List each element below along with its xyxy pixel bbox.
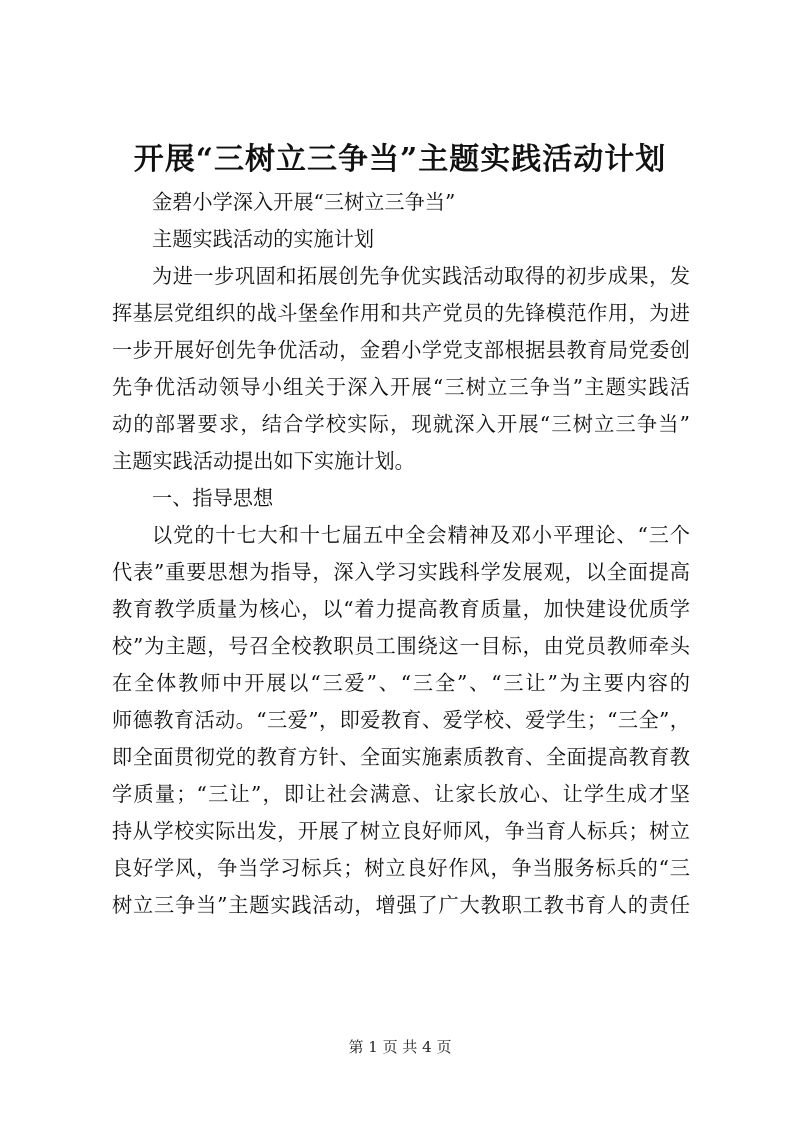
- document-title: 开展“三树立三争当”主题实践活动计划: [133, 142, 667, 177]
- subtitle-line-2: 主题实践活动的实施计划: [152, 227, 375, 251]
- paragraph-line: 树立三争当”主题实践活动，增强了广大教职工教书育人的责任: [112, 893, 690, 917]
- paragraph-line: 即全面贯彻党的教育方针、全面实施素质教育、全面提高教育教: [112, 745, 690, 769]
- paragraph-line: 先争优活动领导小组关于深入开展“三树立三争当”主题实践活: [112, 375, 690, 399]
- paragraph-line: 一步开展好创先争优活动，金碧小学党支部根据县教育局党委创: [112, 338, 690, 362]
- page-footer: 第 1 页 共 4 页: [348, 1038, 452, 1056]
- paragraph-line: 校”为主题，号召全校教职员工围绕这一目标，由党员教师牵头: [112, 634, 690, 658]
- paragraph-line: 动的部署要求，结合学校实际，现就深入开展“三树立三争当”: [112, 412, 690, 436]
- paragraph-line: 为进一步巩固和拓展创先争优实践活动取得的初步成果，发: [152, 264, 690, 288]
- paragraph-line: 持从学校实际出发，开展了树立良好师风，争当育人标兵；树立: [112, 819, 690, 843]
- paragraph-line: 教育教学质量为核心，以“着力提高教育质量，加快建设优质学: [112, 597, 690, 621]
- section-heading: 一、指导思想: [152, 486, 274, 510]
- paragraph-line: 主题实践活动提出如下实施计划。: [112, 449, 415, 473]
- paragraph-line: 在全体教师中开展以“三爱”、“三全”、“三让”为主要内容的: [112, 671, 690, 695]
- paragraph-line: 学质量；“三让”，即让社会满意、让家长放心、让学生成才坚: [112, 782, 690, 806]
- paragraph-line: 挥基层党组织的战斗堡垒作用和共产党员的先锋模范作用，为进: [112, 301, 690, 325]
- paragraph-line: 师德教育活动。“三爱”，即爱教育、爱学校、爱学生；“三全”，: [112, 708, 690, 732]
- document-body: [112, 184, 690, 924]
- paragraph-line: 良好学风，争当学习标兵；树立良好作风，争当服务标兵的“三: [112, 856, 690, 880]
- paragraph-line: 以党的十七大和十七届五中全会精神及邓小平理论、“三个: [152, 523, 690, 547]
- subtitle-line-1: 金碧小学深入开展“三树立三争当”: [152, 190, 456, 214]
- paragraph-line: 代表”重要思想为指导，深入学习实践科学发展观，以全面提高: [112, 560, 690, 584]
